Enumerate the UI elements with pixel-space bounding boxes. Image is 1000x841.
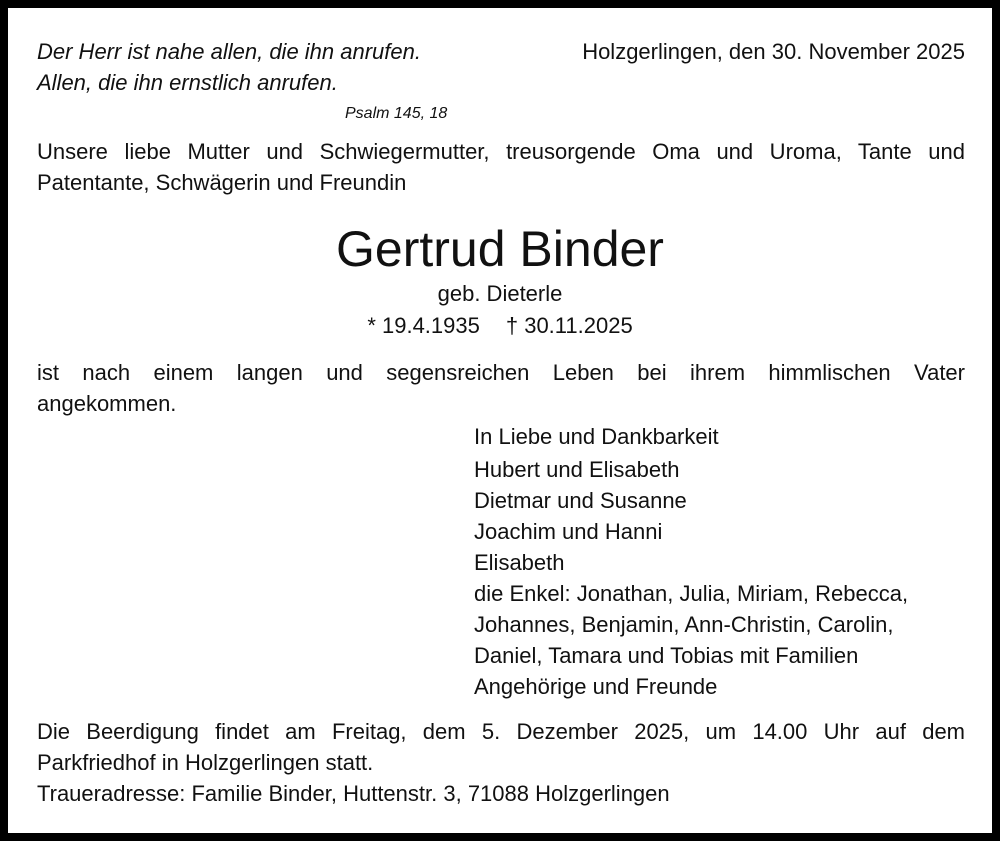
motto-line-2: Allen, die ihn ernstlich anrufen. [37,70,338,95]
statement-line-2: angekommen. [37,391,177,416]
mourner-line: Johannes, Benjamin, Ann-Christin, Carolin, [474,612,894,637]
mourner-line: Hubert und Elisabeth [474,457,680,482]
intro-line-2: Patentante, Schwägerin und Freundin [37,170,407,195]
mourner-line: Elisabeth [474,550,565,575]
mourner-line: Joachim und Hanni [474,519,663,544]
mourning-address: Traueradresse: Familie Binder, Huttenstr. 3, 71088 Holzgerlingen [37,781,670,806]
mourner-line: Dietmar und Susanne [474,488,687,513]
birth-date: * 19.4.1935 [367,313,480,338]
death-date: † 30.11.2025 [505,313,633,338]
deceased-name: Gertrud Binder [336,221,664,277]
funeral-line-1: Die Beerdigung findet am Freitag, dem 5. Dezember 2025, um 14.00 Uhr auf dem [37,719,965,744]
mourner-line: Daniel, Tamara und Tobias mit Familien [474,643,859,668]
mourner-line: die Enkel: Jonathan, Julia, Miriam, Rebecca, [474,581,909,606]
place-date: Holzgerlingen, den 30. November 2025 [582,39,965,64]
mourner-line: Angehörige und Freunde [474,674,718,699]
intro-line-1: Unsere liebe Mutter und Schwiegermutter, treusorgende Oma und Uroma, Tante und [37,139,965,164]
maiden-name: geb. Dieterle [437,281,563,306]
motto-source: Psalm 145, 18 [345,105,448,122]
funeral-line-2: Parkfriedhof in Holzgerlingen statt. [37,750,374,775]
statement-line-1: ist nach einem langen und segensreichen Leben bei ihrem himmlischen Vater [37,360,965,385]
life-dates [8,312,992,340]
motto-line-1: Der Herr ist nahe allen, die ihn anrufen. [37,39,421,64]
mourners-heading: In Liebe und Dankbarkeit [474,424,719,449]
